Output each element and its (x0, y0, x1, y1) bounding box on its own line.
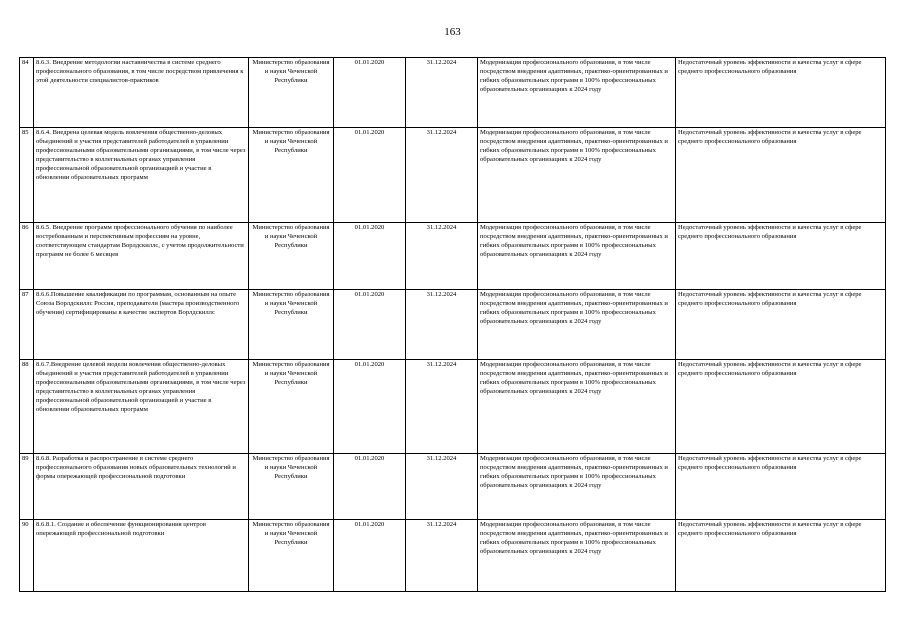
table-row (20, 454, 886, 520)
end-date-cell: 31.12.2024 (406, 58, 478, 128)
row-number: 84 (20, 58, 34, 128)
row-number: 88 (20, 360, 34, 454)
expected-result-cell: Модернизация профессионального образования, в том числе посредством внедрения адаптивных, практико-ориентированных и гибких образовательных программ в 100% профессиональных образовательных организациях к 2024 году (478, 290, 676, 360)
end-date-cell: 31.12.2024 (406, 454, 478, 520)
table-row (20, 520, 886, 592)
responsible-org-cell: Министерство образования и науки Чеченской Республики (249, 223, 334, 290)
start-date-cell: 01.01.2020 (334, 454, 406, 520)
start-date-cell: 01.01.2020 (334, 290, 406, 360)
expected-result-cell: Модернизация профессионального образования, в том числе посредством внедрения адаптивных, практико-ориентированных и гибких образовательных программ в 100% профессиональных образовательных организациях к 2024 году (478, 454, 676, 520)
row-number: 86 (20, 223, 34, 290)
responsible-org-cell: Министерство образования и науки Чеченской Республики (249, 128, 334, 223)
end-date-cell: 31.12.2024 (406, 290, 478, 360)
risk-cell: Недостаточный уровень эффективности и качества услуг в сфере среднего профессионального образования (676, 290, 886, 360)
event-cell: 8.6.8.1. Создание и обеспечение функционирования центров опережающей профессиональной подготовки (34, 520, 249, 592)
row-number: 90 (20, 520, 34, 592)
expected-result-cell: Модернизация профессионального образования, в том числе посредством внедрения адаптивных, практико-ориентированных и гибких образовательных программ в 100% профессиональных образовательных организациях к 2024 году (478, 360, 676, 454)
row-number: 85 (20, 128, 34, 223)
risk-cell: Недостаточный уровень эффективности и качества услуг в сфере среднего профессионального образования (676, 520, 886, 592)
start-date-cell: 01.01.2020 (334, 520, 406, 592)
measures-table (19, 57, 886, 592)
end-date-cell: 31.12.2024 (406, 128, 478, 223)
event-cell: 8.6.3. Внедрение методологии наставничества в системе среднего профессионального образования, в том числе посредством привлечения к этой деятельности специалистов-практиков (34, 58, 249, 128)
responsible-org-cell: Министерство образования и науки Чеченской Республики (249, 454, 334, 520)
expected-result-cell: Модернизация профессионального образования, в том числе посредством внедрения адаптивных, практико-ориентированных и гибких образовательных программ в 100% профессиональных образовательных организациях к 2024 году (478, 520, 676, 592)
table-row (20, 223, 886, 290)
expected-result-cell: Модернизация профессионального образования, в том числе посредством внедрения адаптивных, практико-ориентированных и гибких образовательных программ в 100% профессиональных образовательных организациях к 2024 году (478, 223, 676, 290)
table-row (20, 128, 886, 223)
risk-cell: Недостаточный уровень эффективности и качества услуг в сфере среднего профессионального образования (676, 454, 886, 520)
event-cell: 8.6.5. Внедрение программ профессионального обучения по наиболее востребованным и перспективным профессиям на уровне, соответствующем стандартам Ворлдскиллс, с учетом продолжительности программ не более 6 месяцев (34, 223, 249, 290)
risk-cell: Недостаточный уровень эффективности и качества услуг в сфере среднего профессионального образования (676, 360, 886, 454)
start-date-cell: 01.01.2020 (334, 360, 406, 454)
event-cell: 8.6.7.Внедрение целевой модели вовлечения общественно-деловых объединений и участия представителей работодателей в управлении профессиональными образовательными организациями, в том числе через представительство в коллегиальных органах управления профессиональной образовательной организацией и участие в обновлении образовательных программ (34, 360, 249, 454)
start-date-cell: 01.01.2020 (334, 128, 406, 223)
responsible-org-cell: Министерство образования и науки Чеченской Республики (249, 520, 334, 592)
risk-cell: Недостаточный уровень эффективности и качества услуг в сфере среднего профессионального образования (676, 58, 886, 128)
end-date-cell: 31.12.2024 (406, 223, 478, 290)
start-date-cell: 01.01.2020 (334, 58, 406, 128)
row-number: 89 (20, 454, 34, 520)
table-row (20, 290, 886, 360)
table-row (20, 58, 886, 128)
end-date-cell: 31.12.2024 (406, 520, 478, 592)
expected-result-cell: Модернизация профессионального образования, в том числе посредством внедрения адаптивных, практико-ориентированных и гибких образовательных программ в 100% профессиональных образовательных организациях к 2024 году (478, 58, 676, 128)
event-cell: 8.6.4. Внедрена целевая модель вовлечения общественно-деловых объединений и участия представителей работодателей в управлении профессиональными образовательными организациями, в том числе через представительство в коллегиальных органах управления профессиональной образовательной организацией и участие в обновлении образовательных программ (34, 128, 249, 223)
table-row (20, 360, 886, 454)
end-date-cell: 31.12.2024 (406, 360, 478, 454)
row-number: 87 (20, 290, 34, 360)
start-date-cell: 01.01.2020 (334, 223, 406, 290)
responsible-org-cell: Министерство образования и науки Чеченской Республики (249, 360, 334, 454)
expected-result-cell: Модернизация профессионального образования, в том числе посредством внедрения адаптивных, практико-ориентированных и гибких образовательных программ в 100% профессиональных образовательных организациях к 2024 году (478, 128, 676, 223)
event-cell: 8.6.6.Повышение квалификации по программам, основанным на опыте Союза Ворлдскиллс Россия, преподаватели (мастера производственного обучения) сертифицированы в качестве экспертов Ворлдскиллс (34, 290, 249, 360)
responsible-org-cell: Министерство образования и науки Чеченской Республики (249, 58, 334, 128)
page-number: 163 (444, 26, 461, 38)
risk-cell: Недостаточный уровень эффективности и качества услуг в сфере среднего профессионального образования (676, 128, 886, 223)
event-cell: 8.6.8. Разработка и распространение в системе среднего профессионального образования новых образовательных технологий и формы опережающей профессиональной подготовки (34, 454, 249, 520)
risk-cell: Недостаточный уровень эффективности и качества услуг в сфере среднего профессионального образования (676, 223, 886, 290)
responsible-org-cell: Министерство образования и науки Чеченской Республики (249, 290, 334, 360)
